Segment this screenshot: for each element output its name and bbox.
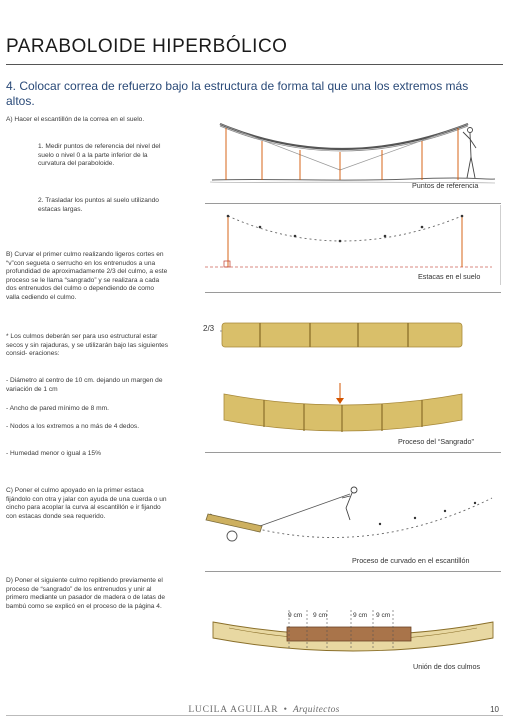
caption-culm-joint: Unión de dos culmos (413, 662, 481, 671)
section-b-criterion-2: - Ancho de pared mínimo de 8 mm. (6, 405, 109, 412)
section-d-text: D) Poner el siguiente culmo repitiendo previamente el proceso de “sangrado” de los entrenudos y unir al primero mediante un pasador de madera o de latas de bambú como se explicó en el proceso de la página 4. (6, 577, 166, 610)
bamboo-culm-icon (222, 323, 462, 347)
figure-bleeding-process (218, 378, 468, 440)
figure-reference-points (200, 112, 500, 192)
curved-bamboo-icon (224, 394, 462, 431)
dimension-2: 9 cm (313, 612, 328, 619)
footer-rule (6, 715, 503, 716)
right-angle-icon (224, 261, 230, 267)
logo-main: LUCILA AGUILAR (188, 705, 279, 715)
section-b-note: * Los culmos deberán ser para uso estructural estar secos y sin rajaduras, y se utilizarán bajo las siguientes consid- eraciones: (6, 333, 168, 358)
title-rule (6, 64, 503, 65)
worker-pulling-icon (342, 487, 357, 520)
section-a-point-2: 2. Trasladar los puntos al suelo utilizando estacas largas. (38, 197, 159, 213)
caption-bleeding-process: Proceso del “Sangrado” (398, 437, 474, 446)
template-points-icon (379, 502, 476, 525)
separator-fig2 (205, 292, 501, 293)
footer-logo (0, 705, 528, 715)
separator-fig1 (205, 203, 501, 204)
section-c-text: C) Poner el culmo apoyado en la primer estaca fijándolo con otra y jalar con ayuda de una cuerda o un cincho para acoplar la curva al escantillón e ir fijando con estacas donde sea requerido. (6, 487, 167, 520)
template-curve-icon (210, 498, 492, 538)
label-two-thirds: 2/3 (203, 324, 215, 333)
paraboloid-curve-icon (220, 124, 468, 170)
curve-dashed-icon (228, 216, 462, 241)
figure-ground-stakes (200, 210, 500, 272)
bamboo-on-stake-icon (206, 514, 262, 532)
separator-fig5 (205, 571, 501, 572)
section-b-criterion-1: - Diámetro al centro de 10 cm. dejando un margen de variación de 1 cm (6, 377, 163, 393)
stake-clamp-icon (227, 531, 237, 541)
figure-bending-process (200, 476, 500, 556)
section-a-point-1: 1. Medir puntos de referencia del nivel del suelo o nivel 0 a la parte inferior de la curvatura del paraboloide. (38, 143, 161, 168)
section-b-intro: B) Curvar el primer culmo realizando ligeros cortes en “v”con segueta o serrucho en los entrenudos a una profundidad de aproximadamente 2/3 del culmo, a este proceso se le llama “sangrado” y se realizara a cada dos entrenudos del culmo o dependiendo de como valla cediendo el culmo. (6, 251, 168, 301)
stake-lines-icon (228, 216, 462, 267)
reference-lines-icon (226, 128, 458, 180)
figure-bamboo-cut-depth (218, 318, 466, 352)
page-title: PARABOLOIDE HIPERBÓLICO (6, 36, 288, 57)
worker-figure-icon (463, 128, 476, 179)
dimension-1: 9 cm (288, 612, 303, 619)
dimension-3: 9 cm (353, 612, 368, 619)
section-b-criterion-4: - Humedad menor o igual a 15% (6, 450, 101, 457)
step-heading: 4. Colocar correa de refuerzo bajo la estructura de forma tal que una los extremos más altos. (6, 79, 469, 108)
logo-sub: Arquitectos (292, 705, 340, 715)
pull-rope-icon (260, 494, 350, 526)
logo-separator: • (283, 705, 288, 715)
section-a-intro: A) Hacer el escantillón de la correa en el suelo. (6, 116, 145, 123)
caption-bending-process: Proceso de curvado en el escantillón (352, 556, 470, 565)
caption-reference-points: Puntos de referencia (412, 181, 479, 190)
frame-line (500, 205, 501, 285)
section-b-criterion-3: - Nodos a los extremos a no más de 4 dedos. (6, 423, 140, 430)
dimension-4: 9 cm (376, 612, 391, 619)
wooden-pin-icon (287, 627, 411, 641)
caption-ground-stakes: Estacas en el suelo (418, 272, 481, 281)
separator-fig4 (205, 452, 501, 453)
page-number: 10 (490, 705, 499, 714)
